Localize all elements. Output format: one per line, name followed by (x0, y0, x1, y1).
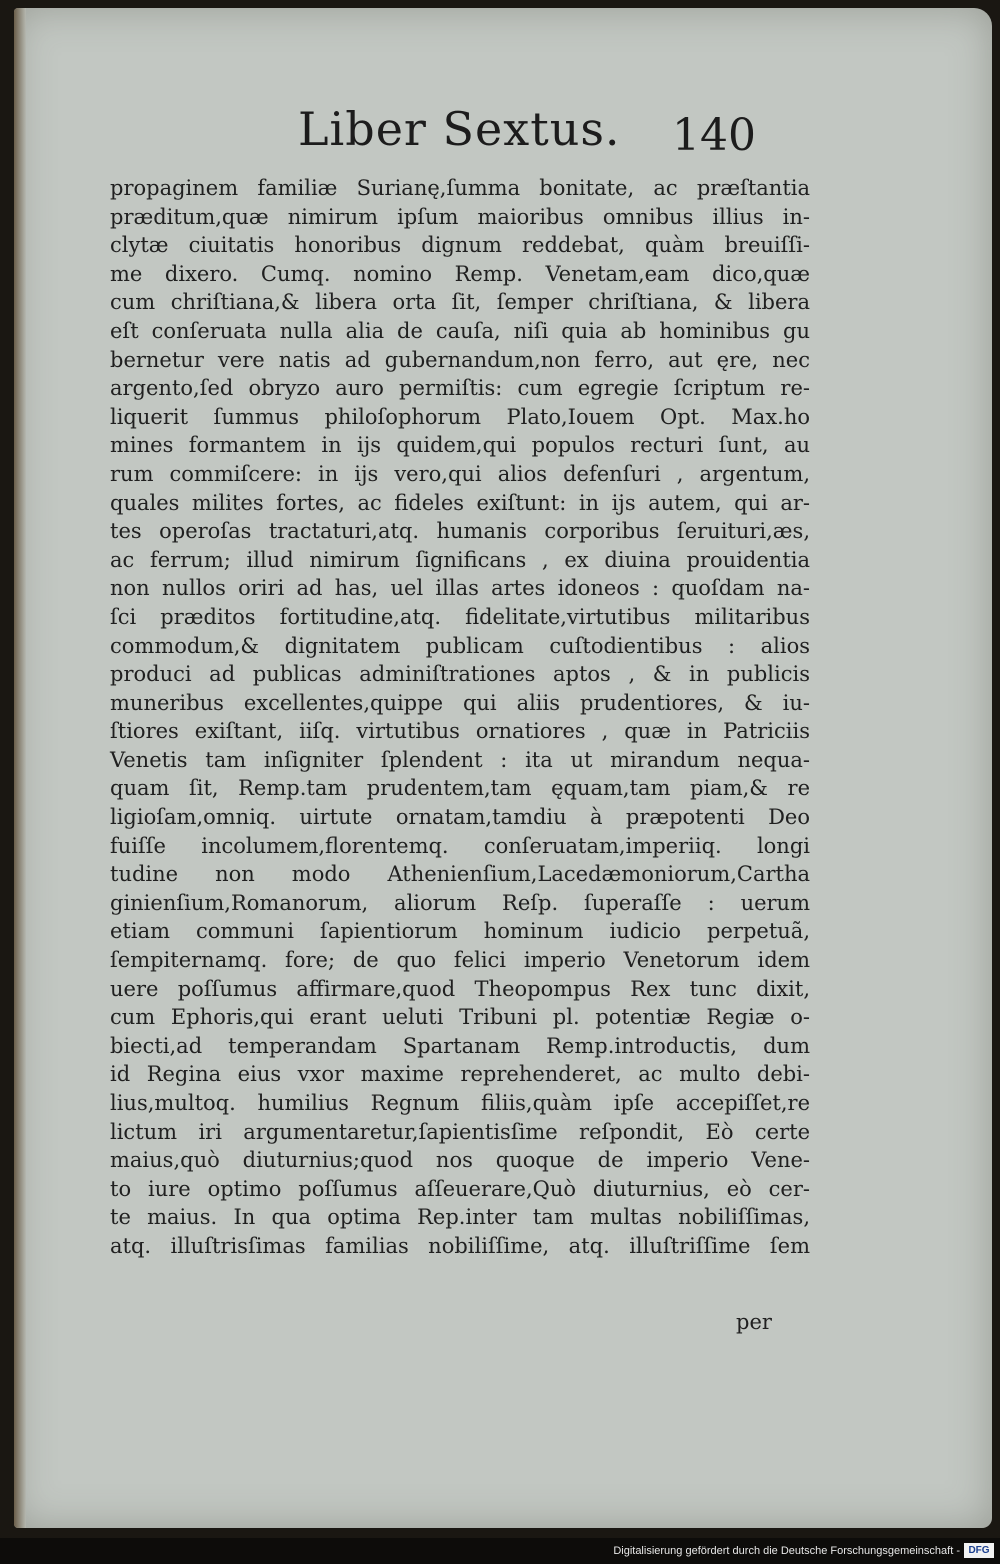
text-line: ac ferrum; illud nimirum ſignificans , ex diuina prouidentia (110, 547, 810, 572)
text-line: muneribus excellentes,quippe qui aliis prudentiores, & iu- (110, 690, 810, 715)
page-number: 140 (672, 110, 756, 161)
text-line: liquerit ſummus philoſophorum Plato,Iouem Opt. Max.ho (110, 404, 810, 429)
text-line: te maius. In qua optima Rep.inter tam multas nobiliſſimas, (110, 1205, 810, 1230)
text-line: tes operoſas tractaturi,atq. humanis corporibus ſeruituri,æs, (110, 519, 810, 544)
text-line: me dixero. Cumq. nomino Remp. Venetam,eam dico,quæ (110, 261, 810, 286)
body-text (110, 174, 810, 1261)
text-line: ſci præditos fortitudine,atq. fidelitate,virtutibus militaribus (110, 604, 810, 629)
funding-credit: Digitalisierung gefördert durch die Deutsche Forschungsgemeinschaft - (613, 1545, 960, 1557)
text-line: to iure optimo poſſumus aſſeuerare,Quò diuturnius, eò cer- (110, 1176, 810, 1201)
digitization-footer (0, 1538, 1000, 1564)
text-line: maius,quò diuturnius;quod nos quoque de imperio Vene- (110, 1148, 810, 1173)
text-line: præditum,quæ nimirum ipſum maioribus omnibus illius in- (110, 204, 810, 229)
text-line: ſempiternamq. fore; de quo felici imperio Venetorum idem (110, 948, 810, 973)
text-line: uere poſſumus affirmare,quod Theopompus Rex tunc dixit, (110, 976, 810, 1001)
text-line: etiam communi ſapientiorum hominum iudicio perpetuã, (110, 919, 810, 944)
text-line: ligioſam,omniq. uirtute ornatam,tamdiu à præpotenti Deo (110, 805, 810, 830)
text-line: produci ad publicas adminiſtrationes aptos , & in publicis (110, 662, 810, 687)
dfg-logo: DFG (964, 1543, 994, 1558)
text-line: id Regina eius vxor maxime reprehenderet, ac multo debi- (110, 1062, 810, 1087)
text-line: eſt conſeruata nulla alia de cauſa, niſi quia ab hominibus gu (110, 318, 810, 343)
page-header (14, 102, 992, 172)
text-line: ſtiores exiſtant, iiſq. virtutibus ornatiores , quæ in Patriciis (110, 719, 810, 744)
text-line: quam ſit, Remp.tam prudentem,tam ęquam,tam piam,& re (110, 776, 810, 801)
text-line: mines formantem in ijs quidem,qui populos recturi ſunt, au (110, 433, 810, 458)
text-line: bernetur vere natis ad gubernandum,non ferro, aut ęre, nec (110, 347, 810, 372)
text-line: lictum iri argumentaretur,ſapientisſime reſpondit, Eò certe (110, 1119, 810, 1144)
text-line: Venetis tam inſigniter ſplendent : ita ut mirandum nequa- (110, 747, 810, 772)
text-line: cum chriſtiana,& libera orta ſit, ſemper chriſtiana, & libera (110, 290, 810, 315)
text-line: argento,ſed obryzo auro permiſtis: cum egregie ſcriptum re- (110, 376, 810, 401)
catchword: per (736, 1310, 772, 1334)
page-gutter-edge (14, 8, 26, 1528)
book-page (14, 8, 992, 1528)
text-line: clytæ ciuitatis honoribus dignum reddebat, quàm breuiſſi- (110, 233, 810, 258)
text-line: biecti,ad temperandam Spartanam Remp.introductis, dum (110, 1033, 810, 1058)
text-line: commodum,& dignitatem publicam cuſtodientibus : alios (110, 633, 810, 658)
text-line: cum Ephoris,qui erant ueluti Tribuni pl. potentiæ Regiæ o- (110, 1005, 810, 1030)
text-line: lius,multoq. humilius Regnum filiis,quàm ipſe accepiſſet,re (110, 1091, 810, 1115)
text-line: non nullos oriri ad has, uel illas artes idoneos : quoſdam na- (110, 576, 810, 601)
text-line: ginienſium,Romanorum, aliorum Reſp. ſuperaſſe : uerum (110, 890, 810, 915)
text-line: propaginem familiæ Surianę,ſumma bonitate, ac præſtantia (110, 176, 810, 200)
running-title: Liber Sextus. (298, 102, 621, 156)
text-line: fuiſſe incolumem,florentemq. conſeruatam,imperiiq. longi (110, 833, 810, 858)
text-line: atq. illuſtrisſimas familias nobiliſſime, atq. illuſtriſſime ſem (110, 1233, 810, 1258)
text-line: tudine non modo Athenienſium,Lacedæmoniorum,Cartha (110, 862, 810, 887)
text-line: rum commiſcere: in ijs vero,qui alios defenſuri , argentum, (110, 461, 810, 486)
text-line: quales milites fortes, ac fideles exiſtunt: in ijs autem, qui ar- (110, 490, 810, 515)
